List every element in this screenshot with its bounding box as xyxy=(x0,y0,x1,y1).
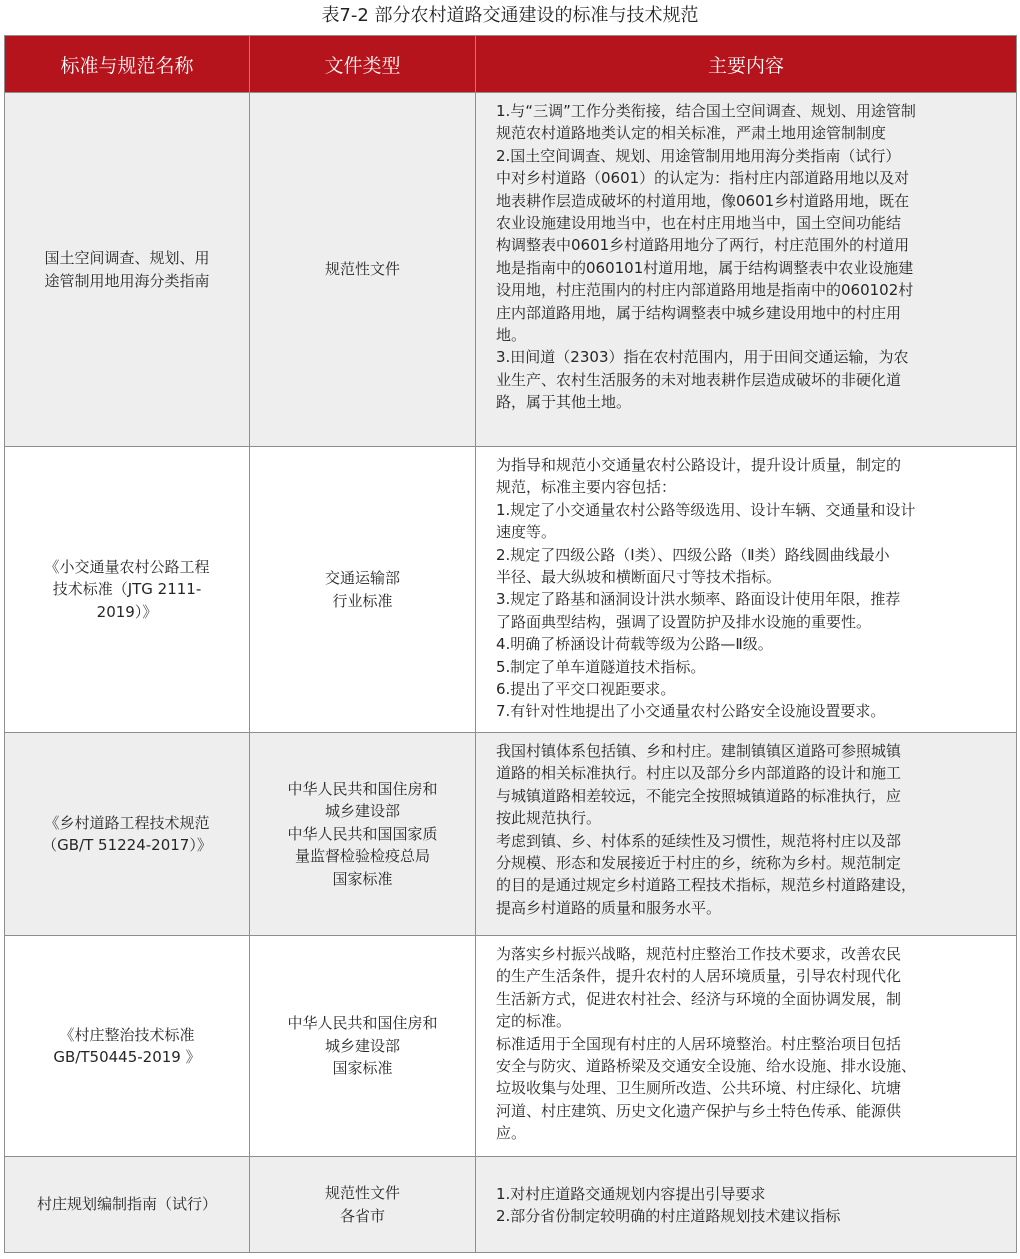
content-line: 我国村镇体系包括镇、乡和村庄。建制镇镇区道路可参照城镇 xyxy=(496,742,902,760)
content-line: 为落实乡村振兴战略，规范村庄整治工作技术要求，改善农民 xyxy=(496,945,902,963)
content-line: 的生产生活条件，提升农村的人居环境质量，引导农村现代化 xyxy=(496,967,902,986)
content-line: 的目的是通过规定乡村道路工程技术指标，规范乡村道路建设， xyxy=(496,876,917,895)
content-line: 了路面典型结构，强调了设置防护及排水设施的重要性。 xyxy=(496,612,872,631)
content-line: 路，属于其他土地。 xyxy=(496,393,632,412)
cell-type xyxy=(250,733,476,936)
cell-content xyxy=(476,447,1017,733)
content-line: 地。 xyxy=(496,326,527,345)
content-line: 1.规定了小交通量农村公路等级选用、设计车辆、交通量和设计 xyxy=(496,500,916,519)
cell-name xyxy=(5,733,250,936)
cell-line: 国家标准 xyxy=(332,869,393,888)
content-line: 河道、村庄建筑、历史文化遗产保护与乡土特色传承、能源供 xyxy=(496,1101,902,1120)
content-line: 垃圾收集与处理、卫生厕所改造、公共环境、村庄绿化、坑塘 xyxy=(496,1079,902,1098)
cell-type xyxy=(250,1157,476,1253)
cell-type xyxy=(250,936,476,1157)
content-line: 设用地，村庄范围内的村庄内部道路用地是指南中的060102村 xyxy=(496,281,914,300)
content-line: 6.提出了平交口视距要求。 xyxy=(496,680,676,699)
cell-line: 中华人民共和国住房和 xyxy=(287,1014,438,1033)
cell-name xyxy=(5,447,250,733)
cell-type xyxy=(250,93,476,447)
content-line: 2.规定了四级公路（Ⅰ类）、四级公路（Ⅱ类）路线圆曲线最小 xyxy=(496,545,890,564)
cell-name xyxy=(5,93,250,447)
content-line: 1.与“三调”工作分类衔接，结合国土空间调查、规划、用途管制 xyxy=(496,102,916,120)
cell-line: 技术标准（JTG 2111- xyxy=(52,580,202,599)
cell-line: 城乡建设部 xyxy=(324,1036,400,1055)
standards-table xyxy=(4,35,1017,1253)
content-line: 2.部分省份制定较明确的村庄道路规划技术建议指标 xyxy=(496,1207,841,1225)
cell-line: 《小交通量农村公路工程 xyxy=(44,557,210,576)
content-line: 定的标准。 xyxy=(496,1012,572,1031)
cell-content xyxy=(476,93,1017,447)
content-line: 速度等。 xyxy=(496,523,557,542)
cell-type xyxy=(250,447,476,733)
table-row xyxy=(5,447,1017,733)
header-name: 标准与规范名称 xyxy=(5,36,250,93)
content-line: 半径、最大纵坡和横断面尺寸等技术指标。 xyxy=(496,568,782,587)
cell-line: 规范性文件 xyxy=(324,1184,400,1203)
cell-content xyxy=(476,733,1017,936)
content-line: 按此规范执行。 xyxy=(496,809,602,828)
cell-line: 行业标准 xyxy=(332,591,393,610)
content-line: 构调整表中0601乡村道路用地分了两行，村庄范围外的村道用 xyxy=(496,236,910,255)
cell-line: 国家标准 xyxy=(332,1059,393,1078)
table-row xyxy=(5,936,1017,1157)
content-line: 7.有针对性地提出了小交通量农村公路安全设施设置要求。 xyxy=(496,702,886,721)
content-line: 2.国土空间调查、规划、用途管制用地用海分类指南（试行） xyxy=(496,146,901,165)
cell-line: 中华人民共和国住房和 xyxy=(287,779,438,798)
content-line: 地是指南中的060101村道用地，属于结构调整表中农业设施建 xyxy=(496,258,914,277)
content-line: 4.明确了桥涵设计荷载等级为公路—Ⅱ级。 xyxy=(496,635,773,654)
cell-line: 城乡建设部 xyxy=(324,802,400,821)
cell-name xyxy=(5,1157,250,1253)
content-line: 中对乡村道路（0601）的认定为：指村庄内部道路用地以及对 xyxy=(496,169,910,188)
content-line: 3.田间道（2303）指在农村范围内，用于田间交通运输，为农 xyxy=(496,348,909,367)
cell-line: 村庄规划编制指南（试行） xyxy=(36,1195,217,1214)
cell-name xyxy=(5,936,250,1157)
content-line: 地表耕作层造成破坏的村道用地，像0601乡村道路用地，既在 xyxy=(496,191,910,210)
cell-line: 《乡村道路工程技术规范 xyxy=(44,813,210,832)
header-content: 主要内容 xyxy=(476,36,1017,93)
cell-line: 规范性文件 xyxy=(324,260,400,279)
content-line: 1.对村庄道路交通规划内容提出引导要求 xyxy=(496,1184,766,1203)
cell-line: 中华人民共和国国家质 xyxy=(287,824,438,843)
cell-line: 途管制用地用海分类指南 xyxy=(44,271,210,290)
content-line: 庄内部道路用地，属于结构调整表中城乡建设用地中的村庄用 xyxy=(496,303,902,322)
content-line: 业生产、农村生活服务的未对地表耕作层造成破坏的非硬化道 xyxy=(496,370,902,389)
content-line: 为指导和规范小交通量农村公路设计，提升设计质量，制定的 xyxy=(496,456,902,474)
cell-line: 各省市 xyxy=(339,1206,385,1225)
cell-line: （GB/T 51224-2017）》 xyxy=(42,836,212,854)
table-row xyxy=(5,733,1017,936)
content-line: 考虑到镇、乡、村体系的延续性及习惯性，规范将村庄以及部 xyxy=(496,831,902,850)
header-type: 文件类型 xyxy=(250,36,476,93)
content-line: 标准适用于全国现有村庄的人居环境整治。村庄整治项目包括 xyxy=(496,1034,902,1053)
table-caption: 表7-2 部分农村道路交通建设的标准与技术规范 xyxy=(321,5,699,26)
cell-line: 交通运输部 xyxy=(324,569,400,588)
cell-line: 2019）》 xyxy=(96,602,158,621)
table-row xyxy=(5,1157,1017,1253)
cell-line: GB/T50445-2019 》 xyxy=(53,1048,201,1066)
content-line: 5.制定了单车道隧道技术指标。 xyxy=(496,657,706,676)
cell-line: 量监督检验检疫总局 xyxy=(294,847,430,866)
content-line: 分规模、形态和发展接近于村庄的乡，统称为乡村。规范制定 xyxy=(496,854,902,873)
table-header-row xyxy=(5,36,1017,93)
content-line: 3.规定了路基和涵洞设计洪水频率、路面设计使用年限，推荐 xyxy=(496,590,901,609)
cell-content xyxy=(476,1157,1017,1253)
cell-line: 《村庄整治技术标准 xyxy=(59,1025,195,1044)
content-line: 应。 xyxy=(496,1124,527,1143)
content-line: 与城镇道路相差较远，不能完全按照城镇道路的标准执行，应 xyxy=(496,786,902,805)
content-line: 规范农村道路地类认定的相关标准，严肃土地用途管制制度 xyxy=(496,124,887,143)
table-row xyxy=(5,93,1017,447)
content-line: 提高乡村道路的质量和服务水平。 xyxy=(496,898,722,917)
content-line: 规范，标准主要内容包括： xyxy=(496,478,677,497)
content-line: 农业设施建设用地当中，也在村庄用地当中，国土空间功能结 xyxy=(496,214,902,233)
content-line: 安全与防灾、道路桥梁及交通安全设施、给水设施、排水设施、 xyxy=(496,1057,917,1076)
cell-content xyxy=(476,936,1017,1157)
content-line: 生活新方式，促进农村社会、经济与环境的全面协调发展，制 xyxy=(496,989,902,1008)
cell-line: 国土空间调查、规划、用 xyxy=(44,249,210,268)
content-line: 道路的相关标准执行。村庄以及部分乡内部道路的设计和施工 xyxy=(496,764,902,783)
